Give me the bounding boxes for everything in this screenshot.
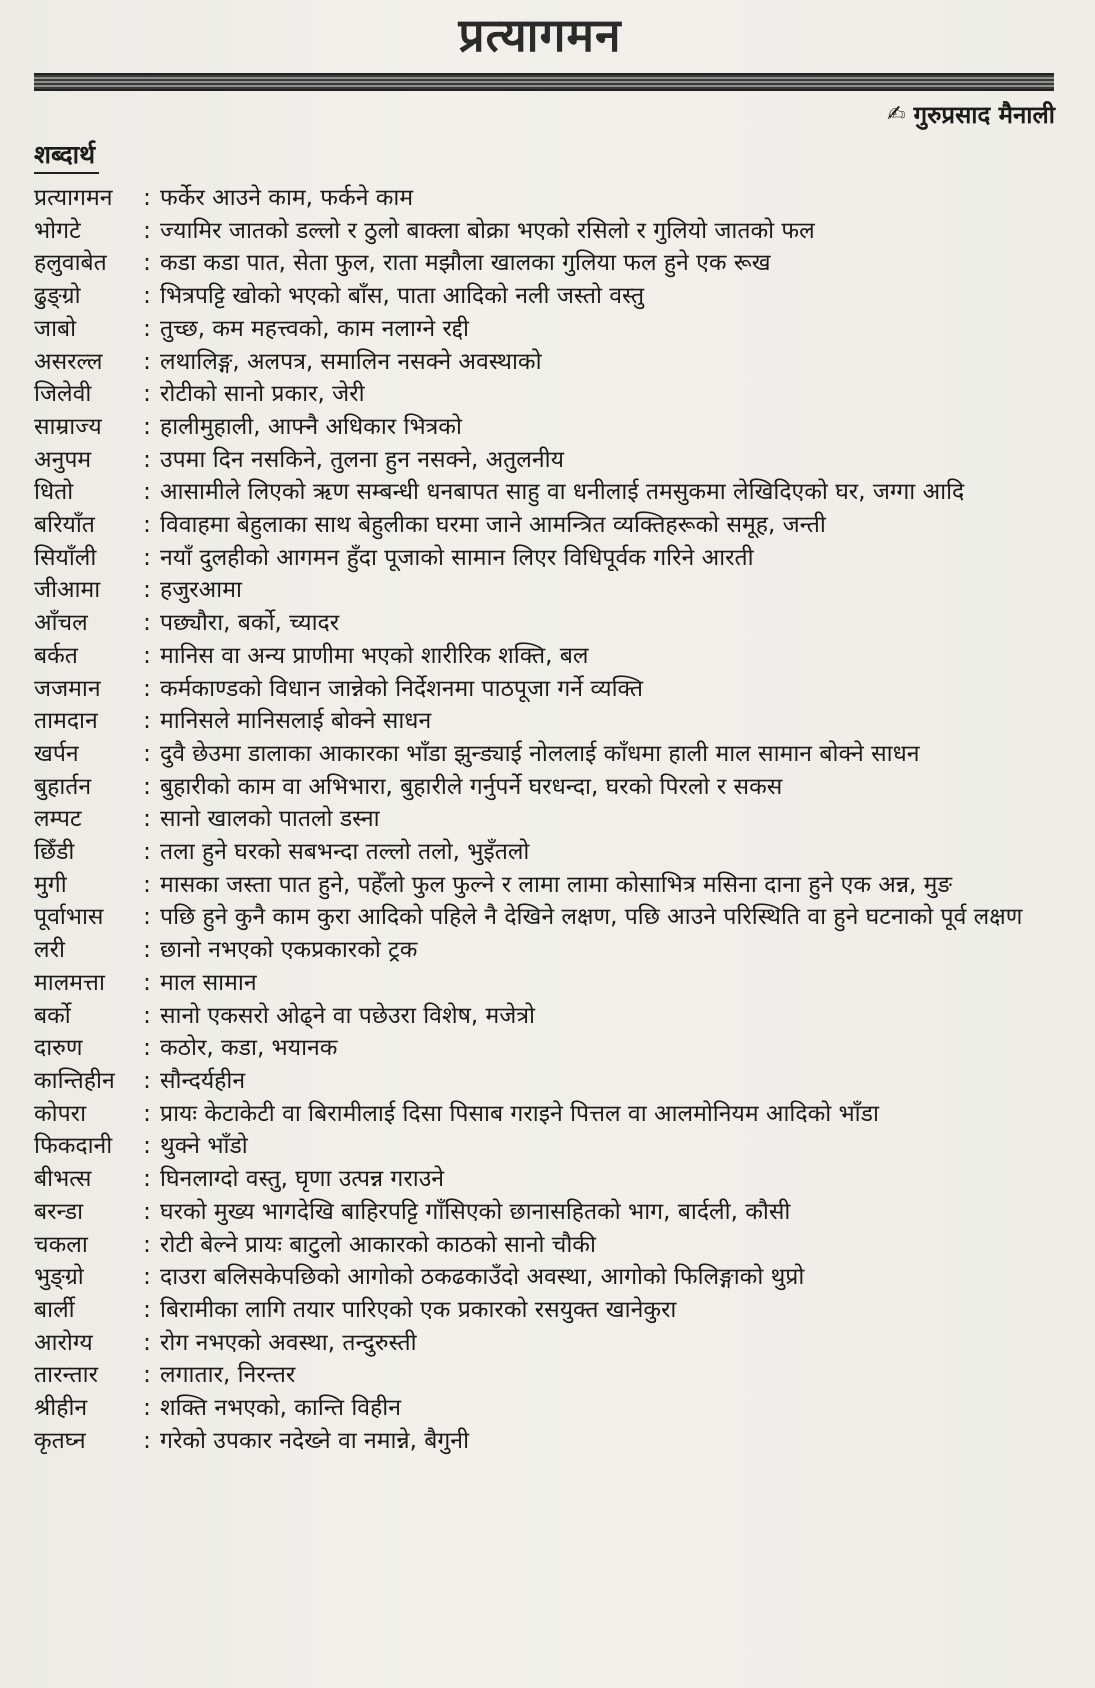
glossary-definition: मासका जस्ता पात हुने, पहेँलो फुल फुल्ने र लामा लामा कोसाभित्र मसिना दाना हुने एक अन्न, मुङ — [160, 871, 953, 898]
glossary-term: जाबो — [34, 315, 77, 342]
glossary-definition: उपमा दिन नसकिने, तुलना हुन नसक्ने, अतुलनीय — [160, 446, 564, 473]
glossary-entry — [34, 411, 1062, 444]
separator-colon: : — [143, 1231, 151, 1258]
separator-colon: : — [143, 740, 151, 767]
separator-colon: : — [143, 1329, 151, 1356]
glossary-term: तामदान — [34, 708, 98, 735]
glossary-term: प्रत्यागमन — [34, 185, 113, 211]
glossary-term: आरोग्य — [34, 1329, 93, 1356]
glossary-term: लरी — [34, 937, 65, 964]
separator-colon: : — [143, 1035, 151, 1062]
separator-colon: : — [143, 1395, 151, 1422]
glossary-entry — [34, 771, 1062, 804]
glossary-definition: भित्रपट्टि खोको भएको बाँस, पाता आदिको नली जस्तो वस्तु — [160, 283, 645, 310]
glossary-definition: हालीमुहाली, आफ्नै अधिकार भित्रको — [160, 413, 462, 440]
glossary-entry — [34, 836, 1062, 869]
page-title: प्रत्यागमन — [458, 8, 622, 62]
glossary-term: लम्पट — [34, 806, 82, 833]
glossary-definition: कर्मकाण्डको विधान जान्नेको निर्देशनमा पाठपूजा गर्ने व्यक्ति — [160, 675, 643, 702]
glossary-definition: हजुरआमा — [160, 577, 242, 604]
glossary-definition: दाउरा बलिसकेपछिको आगोको ठकढकाउँदो अवस्था, आगोको फिलिङ्गाको थुप्रो — [160, 1264, 805, 1291]
glossary-entry — [34, 967, 1062, 1000]
glossary-term: ढुङ्ग्रो — [34, 283, 81, 310]
glossary-definition: विवाहमा बेहुलाका साथ बेहुलीका घरमा जाने आमन्त्रित व्यक्तिहरूको समूह, जन्ती — [160, 512, 826, 539]
separator-colon: : — [143, 446, 151, 473]
glossary-definition: कडा कडा पात, सेता फुल, राता मझौला खालका गुलिया फल हुने एक रूख — [160, 250, 771, 277]
glossary-entry — [34, 476, 1062, 509]
separator-colon: : — [143, 1296, 151, 1323]
glossary-entry — [34, 1392, 1062, 1425]
separator-colon: : — [143, 675, 151, 702]
glossary-term: बर्कत — [34, 642, 78, 669]
glossary-definition: गरेको उपकार नदेख्ने वा नमान्ने, बैगुनी — [160, 1427, 470, 1454]
glossary-term: कान्तिहीन — [34, 1067, 115, 1094]
glossary-term: धितो — [34, 479, 74, 506]
separator-colon: : — [143, 413, 151, 440]
separator-colon: : — [143, 708, 151, 735]
separator-colon: : — [143, 1100, 151, 1127]
glossary-entry — [34, 509, 1062, 542]
glossary-definition: बिरामीका लागि तयार पारिएको एक प्रकारको रसयुक्त खानेकुरा — [160, 1296, 677, 1323]
glossary-entry — [34, 1359, 1062, 1392]
glossary-definition: शक्ति नभएको, कान्ति विहीन — [160, 1395, 402, 1422]
glossary-term: तारन्तार — [34, 1362, 99, 1389]
glossary-entry — [34, 444, 1062, 477]
glossary-definition: रोग नभएको अवस्था, तन्दुरुस्ती — [160, 1329, 417, 1356]
glossary-definition: सानो एकसरो ओढ्ने वा पछेउरा विशेष, मजेत्रो — [160, 1002, 535, 1029]
glossary-term: बार्ली — [34, 1296, 75, 1323]
glossary-term: मुगी — [34, 871, 67, 898]
glossary-term: जीआमा — [34, 577, 101, 604]
glossary-definition: माल सामान — [160, 969, 257, 996]
glossary-term: जजमान — [34, 675, 101, 702]
pen-icon: ✍ — [887, 102, 906, 127]
glossary-term: सियाँली — [34, 544, 97, 571]
separator-colon: : — [143, 315, 151, 342]
glossary-term: अनुपम — [34, 446, 92, 473]
glossary-entry — [34, 1261, 1062, 1294]
glossary-definition: दुवै छेउमा डालाका आकारका भाँडा झुन्ड्याई नोललाई काँधमा हाली माल सामान बोक्ने साधन — [160, 740, 920, 767]
separator-colon: : — [143, 1166, 151, 1193]
separator-colon: : — [143, 381, 151, 408]
glossary-term: हलुवाबेत — [34, 250, 107, 277]
glossary-definition: रोटीको सानो प्रकार, जेरी — [160, 381, 365, 408]
separator-colon: : — [143, 1067, 151, 1094]
glossary-entry — [34, 1327, 1062, 1360]
glossary-definition: छानो नभएको एकप्रकारको ट्रक — [160, 937, 418, 964]
glossary-term: खर्पन — [34, 740, 79, 767]
separator-colon: : — [143, 1002, 151, 1029]
glossary-term: भोगटे — [34, 217, 81, 244]
glossary-term: असरल्ल — [34, 348, 103, 375]
glossary-entry — [34, 378, 1062, 411]
glossary-term: जिलेवी — [34, 381, 92, 408]
separator-colon: : — [143, 1427, 151, 1454]
separator-colon: : — [143, 1198, 151, 1225]
glossary-entry — [34, 607, 1062, 640]
glossary-term: पूर्वाभास — [34, 904, 104, 931]
glossary-term: छिँडी — [34, 839, 75, 866]
separator-colon: : — [143, 283, 151, 310]
separator-colon: : — [143, 512, 151, 539]
glossary-definition: सौन्दर्यहीन — [160, 1067, 246, 1094]
separator-colon: : — [143, 348, 151, 375]
glossary-entry — [34, 182, 1062, 215]
glossary-definition: कठोर, कडा, भयानक — [160, 1035, 338, 1062]
glossary-term: बरियाँत — [34, 512, 95, 539]
glossary-entry — [34, 280, 1062, 313]
separator-colon: : — [143, 773, 151, 800]
glossary-entry — [34, 1130, 1062, 1163]
glossary-term: श्रीहीन — [34, 1395, 88, 1422]
separator-colon: : — [143, 250, 151, 277]
glossary-definition: घरको मुख्य भागदेखि बाहिरपट्टि गाँसिएको छानासहितको भाग, बार्दली, कौसी — [160, 1198, 791, 1225]
glossary-definition: तला हुने घरको सबभन्दा तल्लो तलो, भुइँतलो — [160, 839, 530, 866]
glossary-definition: तुच्छ, कम महत्त्वको, काम नलाग्ने रद्दी — [160, 315, 469, 342]
glossary-entry — [34, 1196, 1062, 1229]
separator-colon: : — [143, 544, 151, 571]
author-name: गुरुप्रसाद मैनाली — [913, 101, 1055, 129]
glossary-entry — [34, 901, 1062, 934]
separator-colon: : — [143, 642, 151, 669]
separator-colon: : — [143, 610, 151, 637]
separator-colon: : — [143, 217, 151, 244]
separator-colon: : — [143, 839, 151, 866]
separator-colon: : — [143, 871, 151, 898]
glossary-term: बुहार्तन — [34, 773, 92, 800]
glossary-term: भुङ्ग्रो — [34, 1264, 84, 1291]
glossary-term: चकला — [34, 1231, 88, 1258]
glossary-definition: रोटी बेल्ने प्रायः बाटुलो आकारको काठको सानो चौकी — [160, 1231, 596, 1258]
glossary-term: बीभत्स — [34, 1166, 92, 1193]
glossary-term: फिकदानी — [34, 1133, 113, 1160]
author-line — [887, 98, 1055, 132]
glossary-definition: थुक्ने भाँडो — [160, 1133, 248, 1160]
glossary-entry — [34, 1294, 1062, 1327]
glossary-term: दारुण — [34, 1035, 83, 1062]
glossary-term: मालमत्ता — [34, 969, 105, 996]
glossary-entry — [34, 1163, 1062, 1196]
glossary-entry — [34, 346, 1062, 379]
glossary-definition: बुहारीको काम वा अभिभारा, बुहारीले गर्नुपर्ने घरधन्दा, घरको पिरलो र सकस — [160, 773, 783, 800]
title-divider — [34, 73, 1054, 91]
glossary-entry — [34, 738, 1062, 771]
glossary-entry — [34, 1000, 1062, 1033]
glossary-definition: सानो खालको पातलो डस्ना — [160, 806, 380, 833]
glossary-definition: पछि हुने कुनै काम कुरा आदिको पहिले नै देखिने लक्षण, पछि आउने परिस्थिति वा हुने घटनाको पूर्व लक्षण — [160, 904, 1023, 931]
glossary-entry — [34, 934, 1062, 967]
glossary-term: बर्को — [34, 1002, 71, 1029]
separator-colon: : — [143, 937, 151, 964]
glossary-definition: प्रायः केटाकेटी वा बिरामीलाई दिसा पिसाब गराइने पित्तल वा आलमोनियम आदिको भाँडा — [160, 1100, 879, 1127]
glossary-definition: आसामीले लिएको ऋण सम्बन्धी धनबापत साहु वा धनीलाई तमसुकमा लेखिदिएको घर, जग्गा आदि — [160, 479, 965, 506]
separator-colon: : — [143, 1362, 151, 1389]
glossary-entry — [34, 574, 1062, 607]
separator-colon: : — [143, 185, 151, 211]
glossary-entry — [34, 1229, 1062, 1262]
glossary-definition: मानिस वा अन्य प्राणीमा भएको शारीरिक शक्ति, बल — [160, 642, 589, 669]
glossary-definition: मानिसले मानिसलाई बोक्ने साधन — [160, 708, 432, 735]
glossary-definition: घिनलाग्दो वस्तु, घृणा उत्पन्न गराउने — [160, 1166, 445, 1193]
glossary-entry — [34, 640, 1062, 673]
glossary-term: बरन्डा — [34, 1198, 84, 1225]
glossary-entry — [34, 1032, 1062, 1065]
glossary-definition: ज्यामिर जातको डल्लो र ठुलो बाक्ला बोक्रा भएको रसिलो र गुलियो जातको फल — [160, 217, 815, 244]
glossary-entry — [34, 673, 1062, 706]
separator-colon: : — [143, 969, 151, 996]
glossary-entry — [34, 1425, 1062, 1458]
glossary-list — [34, 182, 1062, 1457]
glossary-term: कृतघ्न — [34, 1427, 86, 1454]
glossary-entry — [34, 247, 1062, 280]
separator-colon: : — [143, 1264, 151, 1291]
glossary-entry — [34, 803, 1062, 836]
separator-colon: : — [143, 1133, 151, 1160]
separator-colon: : — [143, 806, 151, 833]
glossary-definition: पछ्यौरा, बर्को, च्यादर — [160, 610, 340, 637]
glossary-entry — [34, 1065, 1062, 1098]
glossary-entry — [34, 542, 1062, 575]
glossary-definition: लगातार, निरन्तर — [160, 1362, 296, 1389]
separator-colon: : — [143, 479, 151, 506]
glossary-term: कोपरा — [34, 1100, 87, 1127]
glossary-definition: नयाँ दुलहीको आगमन हुँदा पूजाको सामान लिएर विधिपूर्वक गरिने आरती — [160, 544, 754, 571]
glossary-term: साम्राज्य — [34, 413, 102, 440]
glossary-entry — [34, 705, 1062, 738]
glossary-entry — [34, 869, 1062, 902]
separator-colon: : — [143, 577, 151, 604]
glossary-definition: लथालिङ्ग, अलपत्र, समालिन नसक्ने अवस्थाको — [160, 348, 542, 375]
glossary-definition: फर्केर आउने काम, फर्कने काम — [160, 185, 414, 211]
glossary-term: आँचल — [34, 610, 88, 637]
glossary-entry — [34, 215, 1062, 248]
section-heading: शब्दार्थ — [34, 138, 99, 174]
glossary-entry — [34, 1098, 1062, 1131]
glossary-entry — [34, 313, 1062, 346]
separator-colon: : — [143, 904, 151, 931]
